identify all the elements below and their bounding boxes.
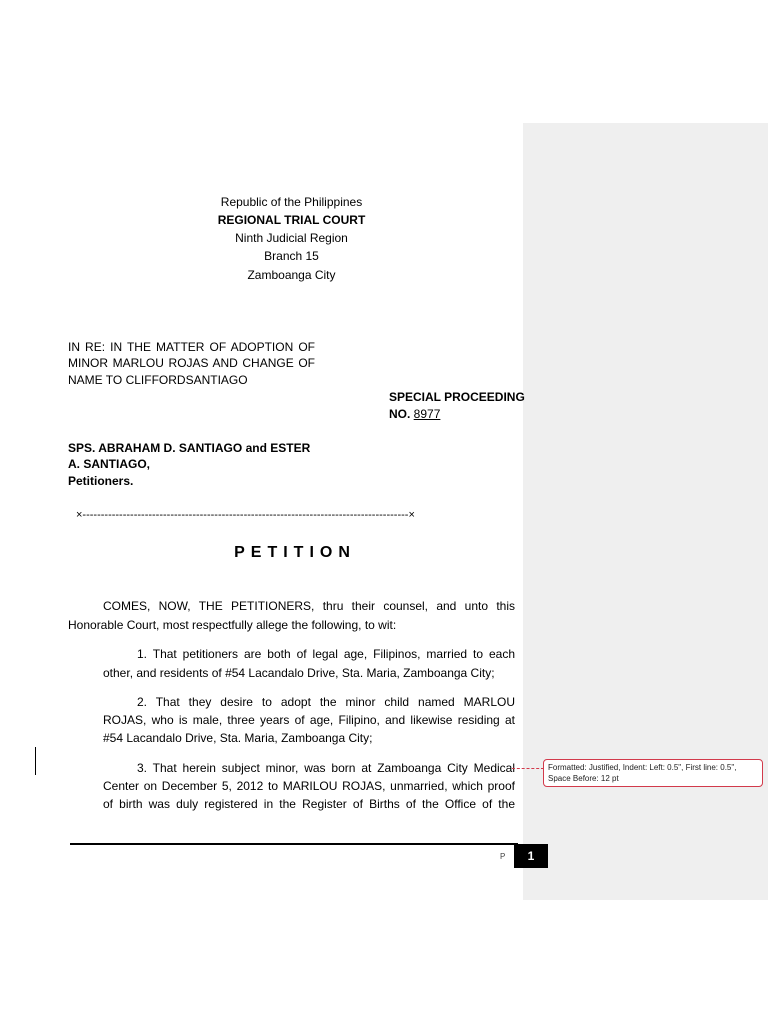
caption-in-re-line2: MINOR MARLOU ROJAS AND CHANGE OF	[68, 356, 315, 370]
proceeding-number-value: 8977	[413, 407, 441, 421]
para3-line3: of birth was duly registered in the Register of Births of the Office of the	[103, 797, 515, 811]
page-number-box: 1	[514, 844, 548, 868]
caption-in-re-line3: NAME TO CLIFFORDSANTIAGO	[68, 373, 248, 387]
intro-line1: COMES, NOW, THE PETITIONERS, thru their counsel, and unto this	[103, 599, 515, 613]
para2-line2: ROJAS, who is male, three years of age, Filipino, and likewise residing at	[103, 713, 515, 727]
intro-line2: Honorable Court, most respectfully allege the following, to wit:	[68, 618, 397, 632]
caption-in-re-line1: IN RE: IN THE MATTER OF ADOPTION OF	[68, 340, 315, 354]
petition-title: PETITION	[234, 544, 356, 561]
comment-line1: Formatted: Justified, Indent: Left: 0.5", First line: 0.5",	[548, 763, 737, 772]
header-branch: Branch 15	[264, 249, 319, 263]
petitioners-line1: SPS. ABRAHAM D. SANTIAGO and ESTER	[68, 441, 311, 455]
change-bar	[35, 747, 36, 775]
formatting-comment-balloon[interactable]	[543, 759, 763, 787]
footer-p-label: P	[500, 852, 506, 861]
petitioners-line2: A. SANTIAGO,	[68, 457, 151, 471]
header-region: Ninth Judicial Region	[235, 231, 348, 245]
header-republic: Republic of the Philippines	[220, 195, 363, 209]
para3-line2: Center on December 5, 2012 to MARILOU ROJAS, unmarried, which proof	[103, 779, 515, 793]
para2-line3: #54 Lacandalo Drive, Sta. Maria, Zamboanga City;	[103, 731, 373, 745]
footer-rule	[70, 843, 518, 845]
proceeding-label: SPECIAL PROCEEDING	[389, 390, 525, 404]
para3-line1: 3. That herein subject minor, was born at Zamboanga City Medical	[137, 761, 515, 775]
para2-line1: 2. That they desire to adopt the minor child named MARLOU	[137, 695, 515, 709]
caption-separator: ×-----------------------------------------------------------------------------------------×	[76, 509, 415, 521]
comment-connector	[512, 768, 544, 770]
header-city: Zamboanga City	[247, 268, 336, 282]
header-court: REGIONAL TRIAL COURT	[217, 213, 366, 227]
proceeding-number-prefix: NO.	[389, 407, 414, 421]
petitioners-line3: Petitioners.	[68, 474, 134, 488]
proceeding-number	[389, 406, 440, 423]
comment-line2: Space Before: 12 pt	[548, 774, 619, 783]
para1-line1: 1. That petitioners are both of legal age, Filipinos, married to each	[137, 647, 515, 661]
para1-line2: other, and residents of #54 Lacandalo Drive, Sta. Maria, Zamboanga City;	[103, 666, 495, 680]
